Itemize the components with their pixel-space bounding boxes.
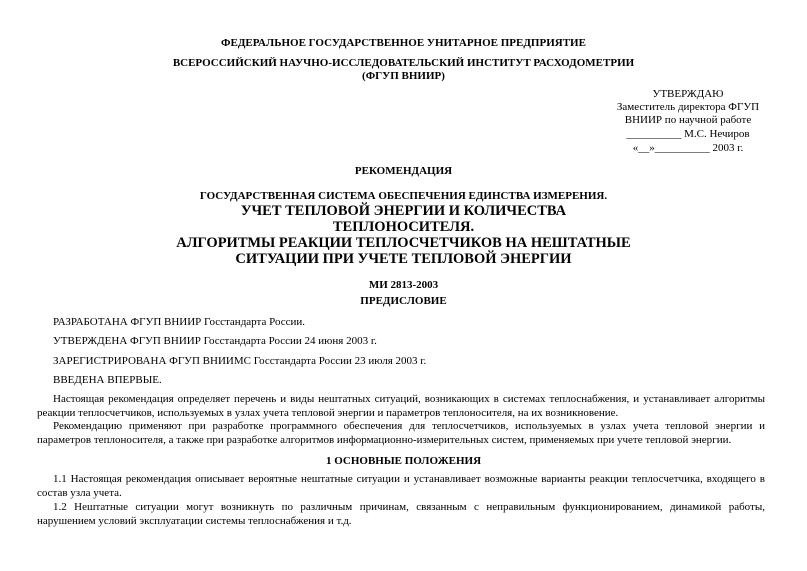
doc-title-line-4: СИТУАЦИИ ПРИ УЧЕТЕ ТЕПЛОВОЙ ЭНЕРГИИ (235, 251, 572, 267)
system-line: ГОСУДАРСТВЕННАЯ СИСТЕМА ОБЕСПЕЧЕНИЯ ЕДИНСТВА ИЗМЕРЕНИЯ. (199, 190, 608, 202)
section-1-heading: 1 ОСНОВНЫЕ ПОЛОЖЕНИЯ (325, 455, 482, 467)
doc-title-line-1: УЧЕТ ТЕПЛОВОЙ ЭНЕРГИИ И КОЛИЧЕСТВА (240, 203, 567, 219)
approval-line-1: Заместитель директора ФГУП (616, 101, 760, 113)
doc-code: МИ 2813-2003 (368, 279, 439, 291)
approval-title: УТВЕРЖДАЮ (652, 88, 724, 100)
doc-title-line-2: ТЕПЛОНОСИТЕЛЯ. (332, 219, 475, 235)
approval-line-2: ВНИИР по научной работе (624, 114, 752, 126)
org-line-2: ВСЕРОССИЙСКИЙ НАУЧНО-ИССЛЕДОВАТЕЛЬСКИЙ ИНСТИТУТ РАСХОДОМЕТРИИ (172, 57, 635, 69)
foreword-paragraph-1: Настоящая рекомендация определяет перечень и виды нештатных ситуаций, возникающих в системах теплоснабжения, и устанавливает алгоритмы реакции теплосчетчиков, используемых в узлах учета тепловой энергии и параметров теплоносителя, на их возникновение. (37, 393, 765, 419)
foreword-heading: ПРЕДИСЛОВИЕ (360, 295, 447, 307)
org-line-3: (ФГУП ВНИИР) (362, 70, 445, 82)
foreword-introduced: ВВЕДЕНА ВПЕРВЫЕ. (53, 374, 162, 386)
foreword-registered: ЗАРЕГИСТРИРОВАНА ФГУП ВНИИМС Госстандарта России 23 июля 2003 г. (53, 355, 427, 367)
foreword-developed: РАЗРАБОТАНА ФГУП ВНИИР Госстандарта России. (53, 316, 306, 328)
approval-date-line: «__»__________ 2003 г. (632, 142, 744, 154)
doc-type: РЕКОМЕНДАЦИЯ (354, 165, 453, 177)
section-1-item-1: 1.1 Настоящая рекомендация описывает вероятные нештатные ситуации и устанавливает возможные варианты реакции теплосчетчика, входящего в состав узла учета. (37, 473, 765, 499)
foreword-paragraph-2: Рекомендацию применяют при разработке программного обеспечения для теплосчетчиков, используемых в узлах учета тепловой энергии и параметров теплоносителя, а также при разработке алгоритмов информационно-измерительных систем, применяемых при учете тепловой энергии. (37, 420, 765, 446)
org-line-1: ФЕДЕРАЛЬНОЕ ГОСУДАРСТВЕННОЕ УНИТАРНОЕ ПРЕДПРИЯТИЕ (221, 37, 586, 49)
approval-signature-line: __________ М.С. Нечиров (626, 128, 750, 140)
section-1-item-2: 1.2 Нештатные ситуации могут возникнуть по различным причинам, связанным с неправильным функционированием, динамикой работы, нарушением условий эксплуатации системы теплоснабжения и т.д. (37, 501, 765, 527)
doc-title-line-3: АЛГОРИТМЫ РЕАКЦИИ ТЕПЛОСЧЕТЧИКОВ НА НЕШТАТНЫЕ (176, 235, 631, 251)
foreword-approved: УТВЕРЖДЕНА ФГУП ВНИИР Госстандарта России 24 июня 2003 г. (53, 335, 377, 347)
